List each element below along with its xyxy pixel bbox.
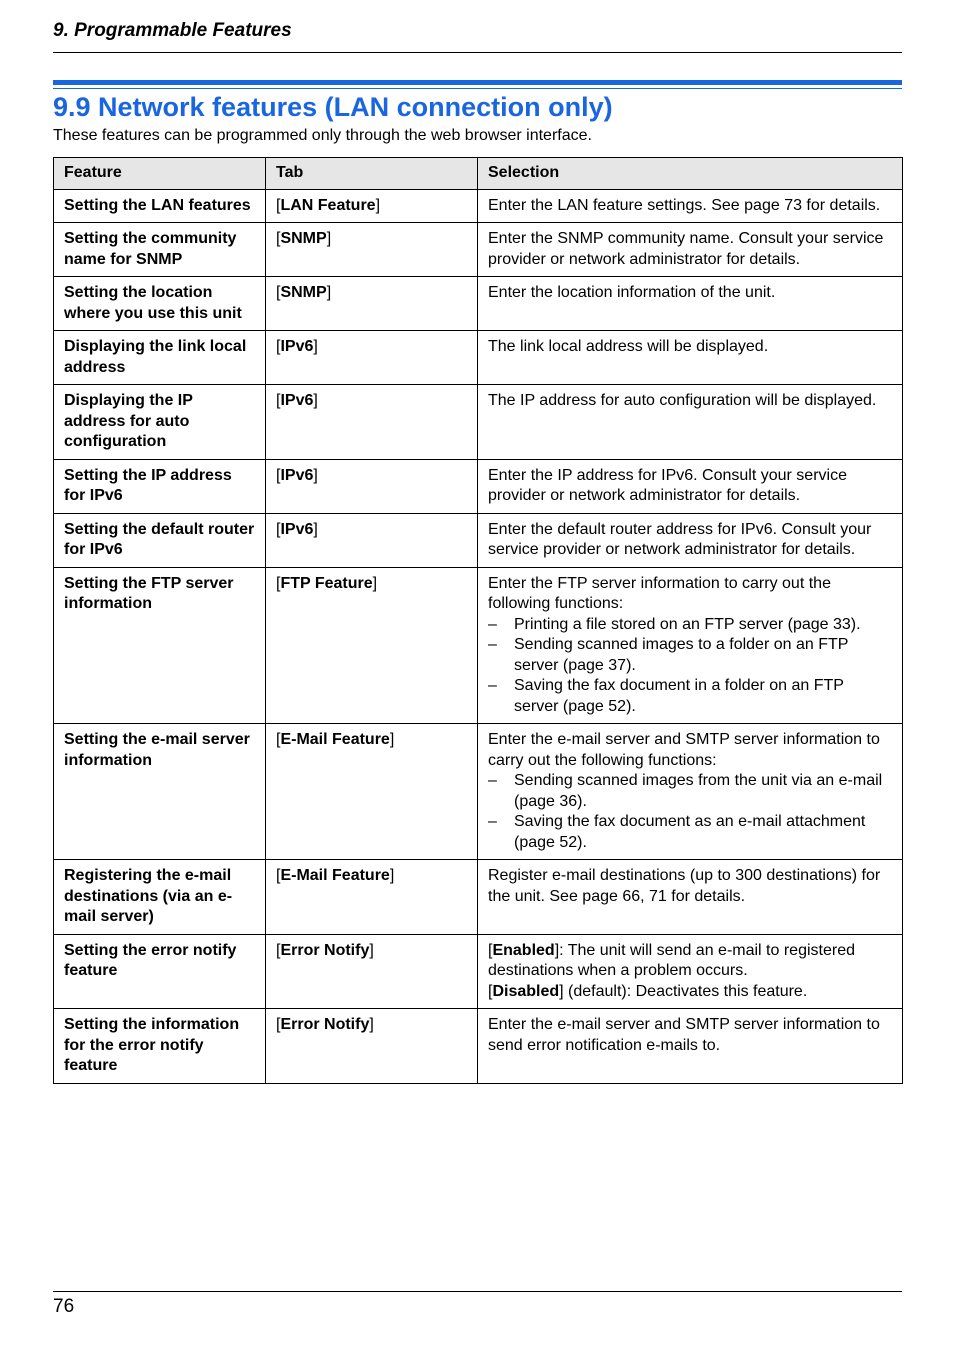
dash-marker: – <box>488 677 497 694</box>
table-row <box>54 934 903 1009</box>
bracket-open: [ <box>276 230 281 247</box>
option-text: : The unit will send an e-mail to registered destinations when a problem occurs. <box>488 941 855 979</box>
tab-cell <box>266 189 478 223</box>
dash-marker: – <box>488 813 497 830</box>
table-row <box>54 189 903 223</box>
function-list <box>488 771 892 853</box>
selection-cell <box>478 223 903 277</box>
bracket-open: [ <box>276 338 281 355</box>
list-item <box>488 812 892 853</box>
column-header-selection: Selection <box>478 158 903 190</box>
tab-name: FTP Feature <box>280 574 373 592</box>
selection-cell <box>478 934 903 1009</box>
bracket-open: [ <box>488 982 493 1000</box>
feature-cell: Setting the error notify feature <box>54 934 266 1009</box>
feature-cell: Setting the information for the error notify feature <box>54 1009 266 1084</box>
table-row <box>54 860 903 935</box>
table-row <box>54 459 903 513</box>
bracket-close: ] <box>559 982 564 1000</box>
section-bar <box>53 80 902 85</box>
tab-name: Error Notify <box>280 941 370 959</box>
selection-cell <box>478 860 903 935</box>
tab-cell <box>266 385 478 460</box>
list-item-text: Printing a file stored on an FTP server (page 33). <box>514 615 861 633</box>
tab-name: E-Mail Feature <box>280 867 390 884</box>
selection-cell <box>478 277 903 331</box>
tab-name: E-Mail Feature <box>280 731 390 748</box>
tab-name: Error Notify <box>280 1016 370 1033</box>
function-list <box>488 615 892 718</box>
option-enabled <box>488 941 892 982</box>
option-disabled <box>488 982 892 1003</box>
feature-cell: Setting the location where you use this unit <box>54 277 266 331</box>
tab-cell <box>266 331 478 385</box>
table-row <box>54 724 903 860</box>
tab-cell <box>266 860 478 935</box>
bracket-close: ] <box>313 338 318 355</box>
page-number: 76 <box>53 1296 75 1317</box>
selection-text: Enter the default router address for IPv6. Consult your service provider or network administrator for details. <box>488 520 872 558</box>
section-intro: These features can be programmed only through the web browser interface. <box>53 127 592 144</box>
table-header-row <box>54 158 903 190</box>
selection-text: Enter the FTP server information to carry out the following functions: <box>488 574 831 612</box>
tab-cell <box>266 934 478 1009</box>
bracket-open: [ <box>276 196 281 214</box>
section-bar-thin <box>53 88 902 89</box>
section-title: 9.9 Network features (LAN connection only) <box>53 92 613 122</box>
tab-cell <box>266 223 478 277</box>
list-item-text: Saving the fax document as an e-mail attachment (page 52). <box>514 813 866 851</box>
feature-cell: Displaying the IP address for auto configuration <box>54 385 266 460</box>
feature-cell: Setting the e-mail server information <box>54 724 266 860</box>
tab-name: IPv6 <box>280 392 314 409</box>
tab-cell <box>266 1009 478 1084</box>
selection-text: The link local address will be displayed. <box>488 338 769 355</box>
table-row <box>54 277 903 331</box>
feature-cell: Displaying the link local address <box>54 331 266 385</box>
tab-name: IPv6 <box>280 520 314 538</box>
dash-marker: – <box>488 772 497 789</box>
tab-name: SNMP <box>280 284 327 301</box>
tab-cell <box>266 459 478 513</box>
bracket-open: [ <box>276 392 281 409</box>
bracket-open: [ <box>276 1016 281 1033</box>
column-header-tab: Tab <box>266 158 478 190</box>
bracket-close: ] <box>369 941 374 959</box>
selection-cell <box>478 189 903 223</box>
bracket-close: ] <box>372 574 378 592</box>
feature-cell: Setting the default router for IPv6 <box>54 513 266 567</box>
feature-cell: Setting the FTP server information <box>54 567 266 724</box>
tab-name: SNMP <box>280 230 327 247</box>
selection-text: Enter the SNMP community name. Consult your service provider or network administrator for details. <box>488 230 884 268</box>
tab-cell <box>266 567 478 724</box>
table-body <box>54 189 903 1083</box>
list-item-text: Sending scanned images from the unit via an e-mail (page 36). <box>514 772 883 810</box>
tab-name: LAN Feature <box>280 196 376 214</box>
dash-marker: – <box>488 615 497 633</box>
feature-cell: Setting the LAN features <box>54 189 266 223</box>
bracket-close: ] <box>375 196 381 214</box>
feature-cell: Setting the community name for SNMP <box>54 223 266 277</box>
option-label: Disabled <box>492 982 560 1000</box>
selection-text: Enter the e-mail server and SMTP server information to send error notification e-mails to. <box>488 1016 880 1054</box>
features-table <box>53 157 903 1084</box>
tab-name: IPv6 <box>280 466 314 484</box>
list-item <box>488 771 892 812</box>
selection-text: Enter the LAN feature settings. See page 73 for details. <box>488 196 881 214</box>
bracket-open: [ <box>276 574 281 592</box>
selection-text: Enter the e-mail server and SMTP server information to carry out the following functions: <box>488 731 880 769</box>
list-item-text: Sending scanned images to a folder on an FTP server (page 37). <box>514 636 849 674</box>
selection-cell <box>478 331 903 385</box>
bracket-open: [ <box>276 867 281 884</box>
selection-cell <box>478 567 903 724</box>
table-row <box>54 385 903 460</box>
bracket-close: ] <box>313 466 318 484</box>
selection-text: Enter the location information of the unit. <box>488 284 776 301</box>
list-item-text: Saving the fax document in a folder on an FTP server (page 52). <box>514 677 844 715</box>
bracket-open: [ <box>276 941 281 959</box>
chapter-title: 9. Programmable Features <box>53 20 292 41</box>
tab-cell <box>266 513 478 567</box>
table-row <box>54 331 903 385</box>
bracket-open: [ <box>488 941 493 959</box>
bracket-close: ] <box>389 867 395 884</box>
header-rule <box>53 52 902 53</box>
bracket-close: ] <box>313 392 318 409</box>
list-item <box>488 635 892 676</box>
selection-text: Register e-mail destinations (up to 300 destinations) for the unit. See page 66, 71 for details. <box>488 867 881 905</box>
tab-cell <box>266 724 478 860</box>
tab-cell <box>266 277 478 331</box>
table-row <box>54 223 903 277</box>
bracket-close: ] <box>326 230 332 247</box>
selection-cell <box>478 513 903 567</box>
table-row <box>54 567 903 724</box>
feature-cell: Setting the IP address for IPv6 <box>54 459 266 513</box>
dash-marker: – <box>488 636 497 653</box>
option-label: Enabled <box>492 941 555 959</box>
selection-cell <box>478 724 903 860</box>
bracket-open: [ <box>276 731 281 748</box>
footer-rule <box>53 1291 902 1292</box>
bracket-close: ] <box>313 520 318 538</box>
bracket-close: ] <box>554 941 560 959</box>
bracket-open: [ <box>276 284 281 301</box>
selection-text: Enter the IP address for IPv6. Consult your service provider or network administrator for details. <box>488 466 847 504</box>
feature-cell: Registering the e-mail destinations (via an e-mail server) <box>54 860 266 935</box>
selection-cell <box>478 385 903 460</box>
bracket-close: ] <box>326 284 332 301</box>
selection-cell <box>478 459 903 513</box>
list-item <box>488 615 892 636</box>
column-header-feature: Feature <box>54 158 266 190</box>
bracket-close: ] <box>369 1016 374 1033</box>
list-item <box>488 676 892 717</box>
table-row <box>54 1009 903 1084</box>
bracket-close: ] <box>389 731 395 748</box>
selection-text: The IP address for auto configuration will be displayed. <box>488 392 877 409</box>
option-text: (default): Deactivates this feature. <box>563 982 808 1000</box>
table-row <box>54 513 903 567</box>
tab-name: IPv6 <box>280 338 314 355</box>
bracket-open: [ <box>276 466 281 484</box>
selection-cell <box>478 1009 903 1084</box>
bracket-open: [ <box>276 520 281 538</box>
